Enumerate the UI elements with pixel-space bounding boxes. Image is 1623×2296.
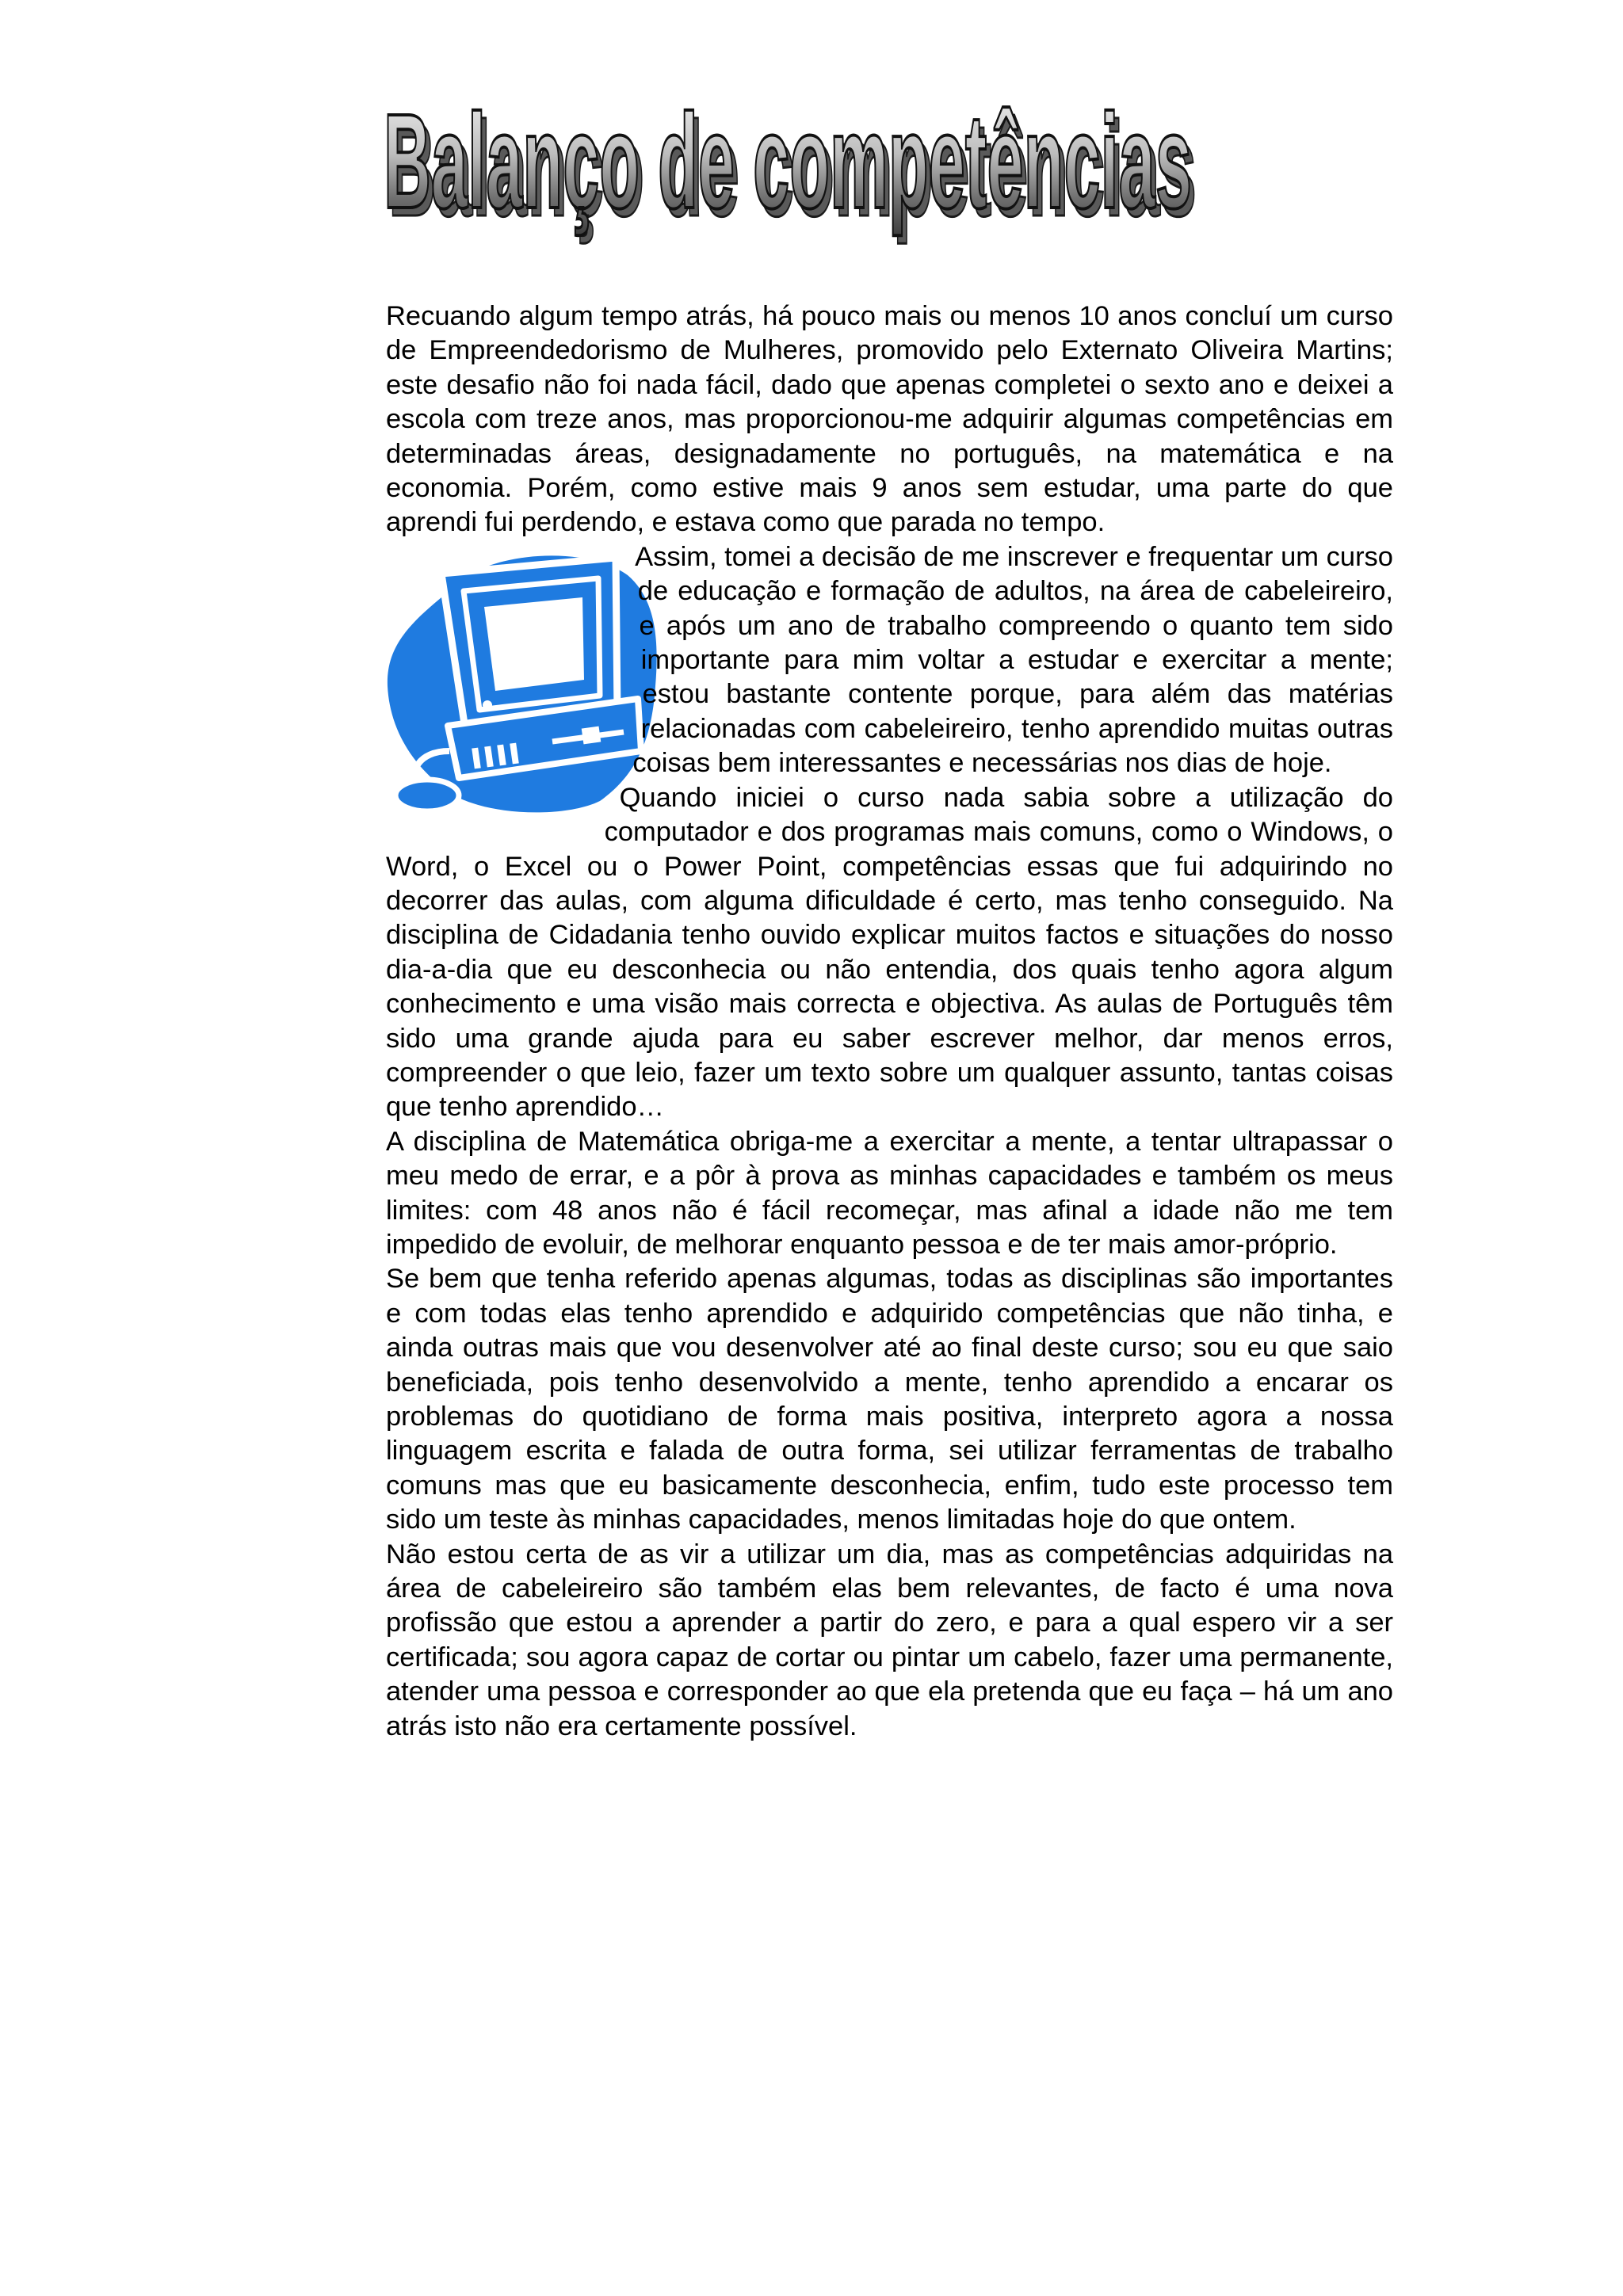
title-face: Balanço de competências: [384, 89, 1192, 237]
paragraph: Não estou certa de as vir a utilizar um dia, mas as competências adquiridas na área de cabeleireiro são também elas bem relevantes, de facto é uma nova profissão que estou a aprender a partir do zero, e para a qual espero vir a ser certificada; sou agora capaz de cortar ou pintar um cabelo, fazer uma permanente, atender uma pessoa e corresponder ao que ela pretenda que eu faça – há um ano atrás isto não era certamente possível.: [386, 1539, 1393, 1741]
title-shadow: Balanço de competências: [388, 94, 1197, 245]
document-body: [386, 299, 1393, 1744]
paragraph: Quando iniciei o curso nada sabia sobre a utilização do computador e dos programas mais comuns, como o Windows, o Word, o Excel ou o Power Point, competências essas que fui adquirindo no decorrer das aulas, com alguma dificuldade é certo, mas tenho conseguido. Na disciplina de Cidadania tenho ouvido explicar muitos factos e situações do nosso dia-a-dia que eu desconhecia ou não entendia, dos quais tenho agora algum conhecimento e uma visão mais correcta e objectiva. As aulas de Português têm sido uma grande ajuda para eu saber escrever melhor, dar menos erros, compreender o que leio, fazer um texto sobre um qualquer assunto, tantas coisas que tenho aprendido…: [386, 782, 1393, 1123]
paragraph: Se bem que tenha referido apenas algumas, todas as disciplinas são importantes e com todas elas tenho aprendido e adquirido competências que não tinha, e ainda outras mais que vou desenvolver até ao final deste curso; sou eu que saio beneficiada, pois tenho desenvolvido a mente, tenho aprendido a encarar os problemas do quotidiano de forma mais positiva, interpreto agora a nossa linguagem escrita e falada de outra forma, sei utilizar ferramentas de trabalho comuns mas que eu basicamente desconhecia, enfim, tudo este processo tem sido um teste às minhas capacidades, menos limitadas hoje do que ontem.: [386, 1264, 1393, 1535]
document-title: [379, 89, 1211, 263]
paragraph: Recuando algum tempo atrás, há pouco mais ou menos 10 anos concluí um curso de Empreendedorismo de Mulheres, promovido pelo Externato Oliveira Martins; este desafio não foi nada fácil, dado que apenas completei o sexto ano e deixei a escola com treze anos, mas proporcionou-me adquirir algumas competências em determinadas áreas, designadamente no português, na matemática e na economia. Porém, como estive mais 9 anos sem estudar, uma parte do que aprendi fui perdendo, e estava como que parada no tempo.: [386, 301, 1393, 538]
paragraph: A disciplina de Matemática obriga-me a exercitar a mente, a tentar ultrapassar o meu medo de errar, e a pôr à prova as minhas capacidades e também os meus limites: com 48 anos não é fácil recomeçar, mas afinal a idade não me tem impedido de evoluir, de melhorar enquanto pessoa e de ter mais amor-próprio.: [386, 1126, 1393, 1260]
paragraph: Assim, tomei a decisão de me inscrever e frequentar um curso de educação e formação de adultos, na área de cabeleireiro, e após um ano de trabalho compreendo o quanto tem sido importante para mim voltar a estudar e exercitar a mente; estou bastante contente porque, para além das matérias relacionadas com cabeleireiro, tenho aprendido muitas outras coisas bem interessantes e necessárias nos dias de hoje.: [632, 541, 1393, 779]
